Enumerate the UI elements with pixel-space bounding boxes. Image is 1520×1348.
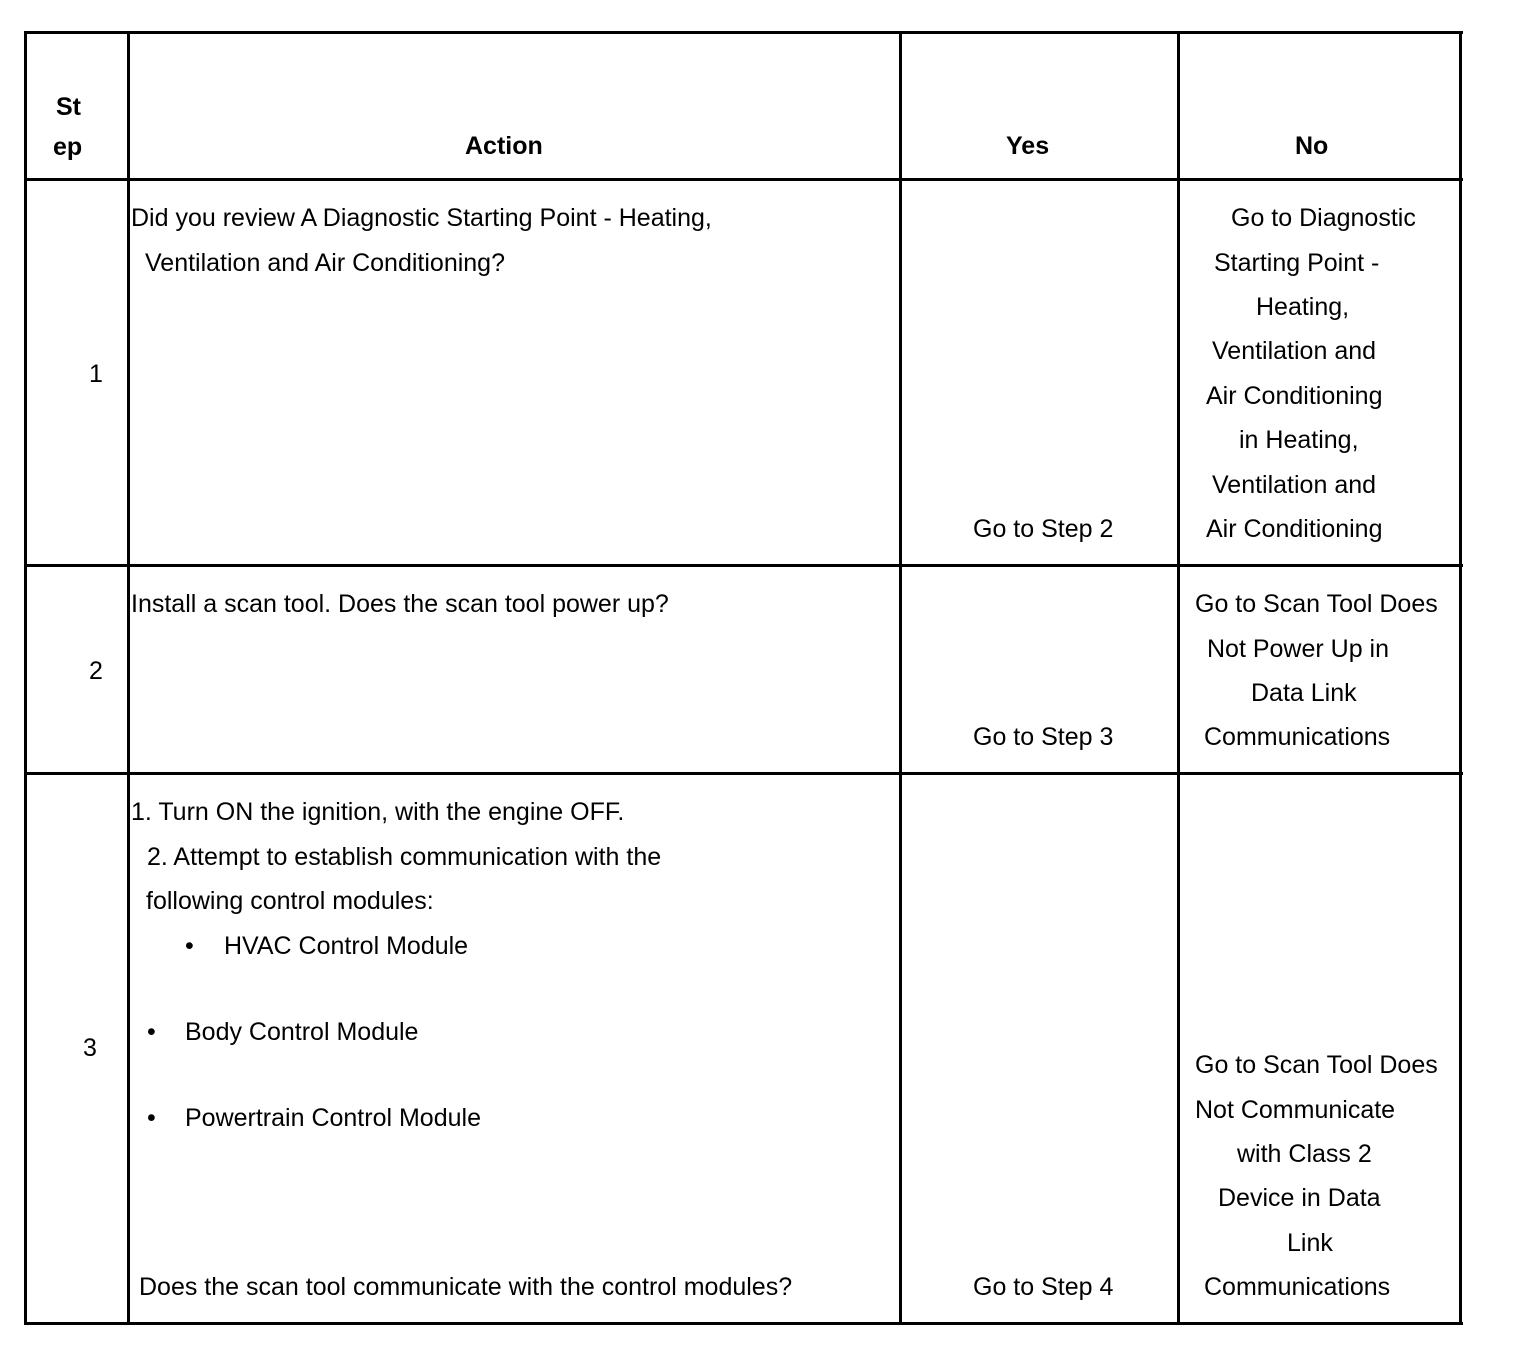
step-number-3: 3 bbox=[83, 1034, 97, 1062]
action-row3-line2: 2. Attempt to establish communication with the bbox=[147, 843, 662, 871]
no-row1-line2: Starting Point - bbox=[1214, 249, 1380, 277]
no-row1-line5: Air Conditioning bbox=[1206, 382, 1383, 410]
action-row2-line1: Install a scan tool. Does the scan tool power up? bbox=[131, 590, 669, 618]
no-row1-line4: Ventilation and bbox=[1212, 337, 1377, 365]
no-row3-line1: Go to Scan Tool Does bbox=[1195, 1051, 1438, 1079]
no-row2-line3: Data Link bbox=[1251, 679, 1357, 707]
header-step-line2: ep bbox=[53, 133, 83, 161]
no-row3-line5: Link bbox=[1287, 1229, 1333, 1257]
no-row3-line6: Communications bbox=[1204, 1273, 1391, 1301]
column-divider-step bbox=[127, 31, 130, 1325]
yes-row1: Go to Step 2 bbox=[973, 515, 1114, 543]
action-row3-question: Does the scan tool communicate with the control modules? bbox=[139, 1273, 793, 1301]
action-row3-powertrain: Powertrain Control Module bbox=[185, 1104, 481, 1132]
table-border-left bbox=[24, 31, 27, 1325]
step-number-1: 1 bbox=[89, 360, 103, 388]
no-row2-line1: Go to Scan Tool Does bbox=[1195, 590, 1438, 618]
action-row1-line1: Did you review A Diagnostic Starting Point - Heating, bbox=[131, 204, 712, 232]
action-row3-body: Body Control Module bbox=[185, 1018, 419, 1046]
no-row1-line8: Air Conditioning bbox=[1206, 515, 1383, 543]
header-step-line1: St bbox=[56, 93, 81, 121]
no-row2-line4: Communications bbox=[1204, 723, 1391, 751]
no-row3-line2: Not Communicate bbox=[1195, 1096, 1396, 1124]
header-no: No bbox=[1295, 132, 1329, 160]
header-yes: Yes bbox=[1006, 132, 1050, 160]
action-row3-line3: following control modules: bbox=[146, 887, 434, 915]
no-column bbox=[1180, 0, 1460, 1348]
no-row1-line3: Heating, bbox=[1256, 293, 1350, 321]
no-row3-line3: with Class 2 bbox=[1237, 1140, 1372, 1168]
no-row2-line2: Not Power Up in bbox=[1207, 635, 1390, 663]
step-number-2: 2 bbox=[89, 657, 103, 685]
bullet-body: • bbox=[147, 1018, 156, 1046]
action-row1-line2: Ventilation and Air Conditioning? bbox=[145, 249, 505, 277]
action-row3-line1: 1. Turn ON the ignition, with the engine OFF. bbox=[131, 798, 625, 826]
bullet-hvac: • bbox=[185, 932, 194, 960]
no-row1-line6: in Heating, bbox=[1239, 426, 1359, 454]
bullet-powertrain: • bbox=[147, 1104, 156, 1132]
no-row3-line4: Device in Data bbox=[1218, 1184, 1381, 1212]
column-divider-action bbox=[899, 31, 902, 1325]
header-action: Action bbox=[465, 132, 543, 160]
no-row1-line1: Go to Diagnostic bbox=[1231, 204, 1416, 232]
yes-row2: Go to Step 3 bbox=[973, 723, 1114, 751]
action-row3-hvac: HVAC Control Module bbox=[224, 932, 469, 960]
no-row1-line7: Ventilation and bbox=[1212, 471, 1377, 499]
yes-row3: Go to Step 4 bbox=[973, 1273, 1114, 1301]
